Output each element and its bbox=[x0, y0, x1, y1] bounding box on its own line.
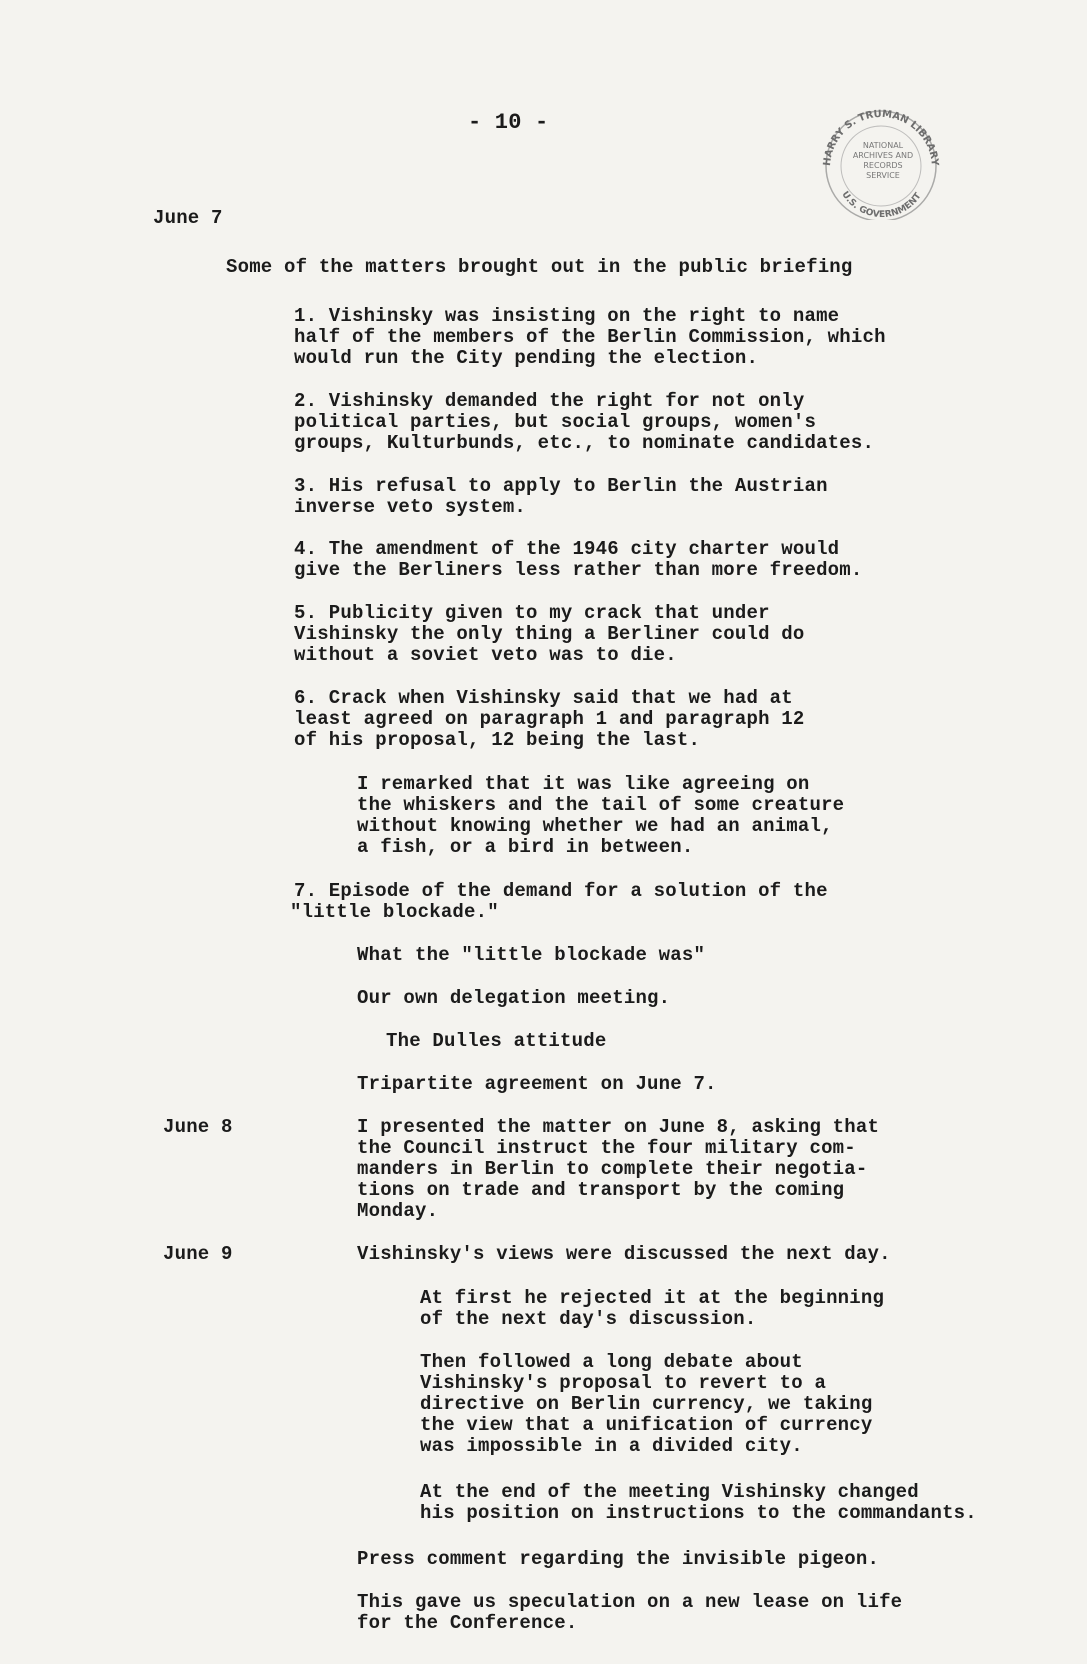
intro-text: Some of the matters brought out in the public briefing bbox=[226, 256, 853, 278]
item-3-line-1: 3. His refusal to apply to Berlin the Austrian bbox=[294, 475, 828, 497]
item-2-line-2: political parties, but social groups, women's bbox=[294, 411, 817, 433]
item-6-sub-line-2: the whiskers and the tail of some creature bbox=[357, 794, 845, 816]
debate-line-2: Vishinsky's proposal to revert to a bbox=[420, 1372, 827, 1394]
june-8-line-2: the Council instruct the four military com- bbox=[357, 1137, 856, 1159]
debate-line-4: the view that a unification of currency bbox=[420, 1414, 873, 1436]
little-blockade-line: What the "little blockade was" bbox=[357, 944, 706, 966]
delegation-meeting-line: Our own delegation meeting. bbox=[357, 987, 671, 1009]
item-6-line-2: least agreed on paragraph 1 and paragraph 12 bbox=[294, 708, 805, 730]
archive-stamp-seal bbox=[816, 108, 946, 220]
end-meeting-line-2: his position on instructions to the commandants. bbox=[420, 1502, 977, 1524]
svg-text:U.S. GOVERNMENT bbox=[839, 190, 924, 220]
item-2-line-1: 2. Vishinsky demanded the right for not only bbox=[294, 390, 805, 412]
june-8-line-4: tions on trade and transport by the coming bbox=[357, 1179, 845, 1201]
item-6-sub-line-4: a fish, or a bird in between. bbox=[357, 836, 694, 858]
tripartite-line: Tripartite agreement on June 7. bbox=[357, 1073, 717, 1095]
speculation-line-2: for the Conference. bbox=[357, 1612, 578, 1634]
item-7-line-1: 7. Episode of the demand for a solution of the bbox=[294, 880, 828, 902]
item-1-line-3: would run the City pending the election. bbox=[294, 347, 759, 369]
stamp-bottom-text: U.S. GOVERNMENT bbox=[839, 189, 924, 220]
item-1-line-1: 1. Vishinsky was insisting on the right to name bbox=[294, 305, 840, 327]
stamp-line-4: SERVICE bbox=[866, 171, 900, 180]
item-1-line-2: half of the members of the Berlin Commission, which bbox=[294, 326, 886, 348]
item-5-line-2: Vishinsky the only thing a Berliner could do bbox=[294, 623, 805, 645]
item-6-line-3: of his proposal, 12 being the last. bbox=[294, 729, 701, 751]
debate-line-3: directive on Berlin currency, we taking bbox=[420, 1393, 873, 1415]
item-6-sub-line-3: without knowing whether we had an animal, bbox=[357, 815, 833, 837]
dulles-attitude-line: The Dulles attitude bbox=[386, 1030, 607, 1052]
stamp-line-1: NATIONAL bbox=[862, 141, 904, 150]
stamp-top-text: HARRY S. TRUMAN LIBRARY bbox=[821, 108, 941, 167]
page-number: - 10 - bbox=[468, 110, 549, 135]
item-6-line-1: 6. Crack when Vishinsky said that we had at bbox=[294, 687, 793, 709]
item-5-line-1: 5. Publicity given to my crack that under bbox=[294, 602, 770, 624]
debate-line-5: was impossible in a divided city. bbox=[420, 1435, 803, 1457]
item-6-sub-line-1: I remarked that it was like agreeing on bbox=[357, 773, 810, 795]
date-june-7: June 7 bbox=[153, 207, 223, 229]
date-june-8: June 8 bbox=[163, 1116, 233, 1138]
speculation-line-1: This gave us speculation on a new lease on life bbox=[357, 1591, 903, 1613]
item-5-line-3: without a soviet veto was to die. bbox=[294, 644, 677, 666]
june-8-line-3: manders in Berlin to complete their negotia- bbox=[357, 1158, 868, 1180]
rejected-line-1: At first he rejected it at the beginning bbox=[420, 1287, 885, 1309]
item-3-line-2: inverse veto system. bbox=[294, 496, 527, 518]
item-4-line-1: 4. The amendment of the 1946 city charter would bbox=[294, 538, 840, 560]
stamp-line-3: RECORDS bbox=[863, 161, 903, 170]
stamp-line-2: ARCHIVES AND bbox=[852, 151, 914, 160]
item-2-line-3: groups, Kulturbunds, etc., to nominate candidates. bbox=[294, 432, 875, 454]
item-7-line-2: "little blockade." bbox=[290, 901, 499, 923]
rejected-line-2: of the next day's discussion. bbox=[420, 1308, 757, 1330]
debate-line-1: Then followed a long debate about bbox=[420, 1351, 803, 1373]
press-comment-line: Press comment regarding the invisible pigeon. bbox=[357, 1548, 880, 1570]
date-june-9: June 9 bbox=[163, 1243, 233, 1265]
june-9-line: Vishinsky's views were discussed the next day. bbox=[357, 1243, 891, 1265]
june-8-line-5: Monday. bbox=[357, 1200, 439, 1222]
item-4-line-2: give the Berliners less rather than more freedom. bbox=[294, 559, 863, 581]
end-meeting-line-1: At the end of the meeting Vishinsky changed bbox=[420, 1481, 919, 1503]
june-8-line-1: I presented the matter on June 8, asking that bbox=[357, 1116, 880, 1138]
